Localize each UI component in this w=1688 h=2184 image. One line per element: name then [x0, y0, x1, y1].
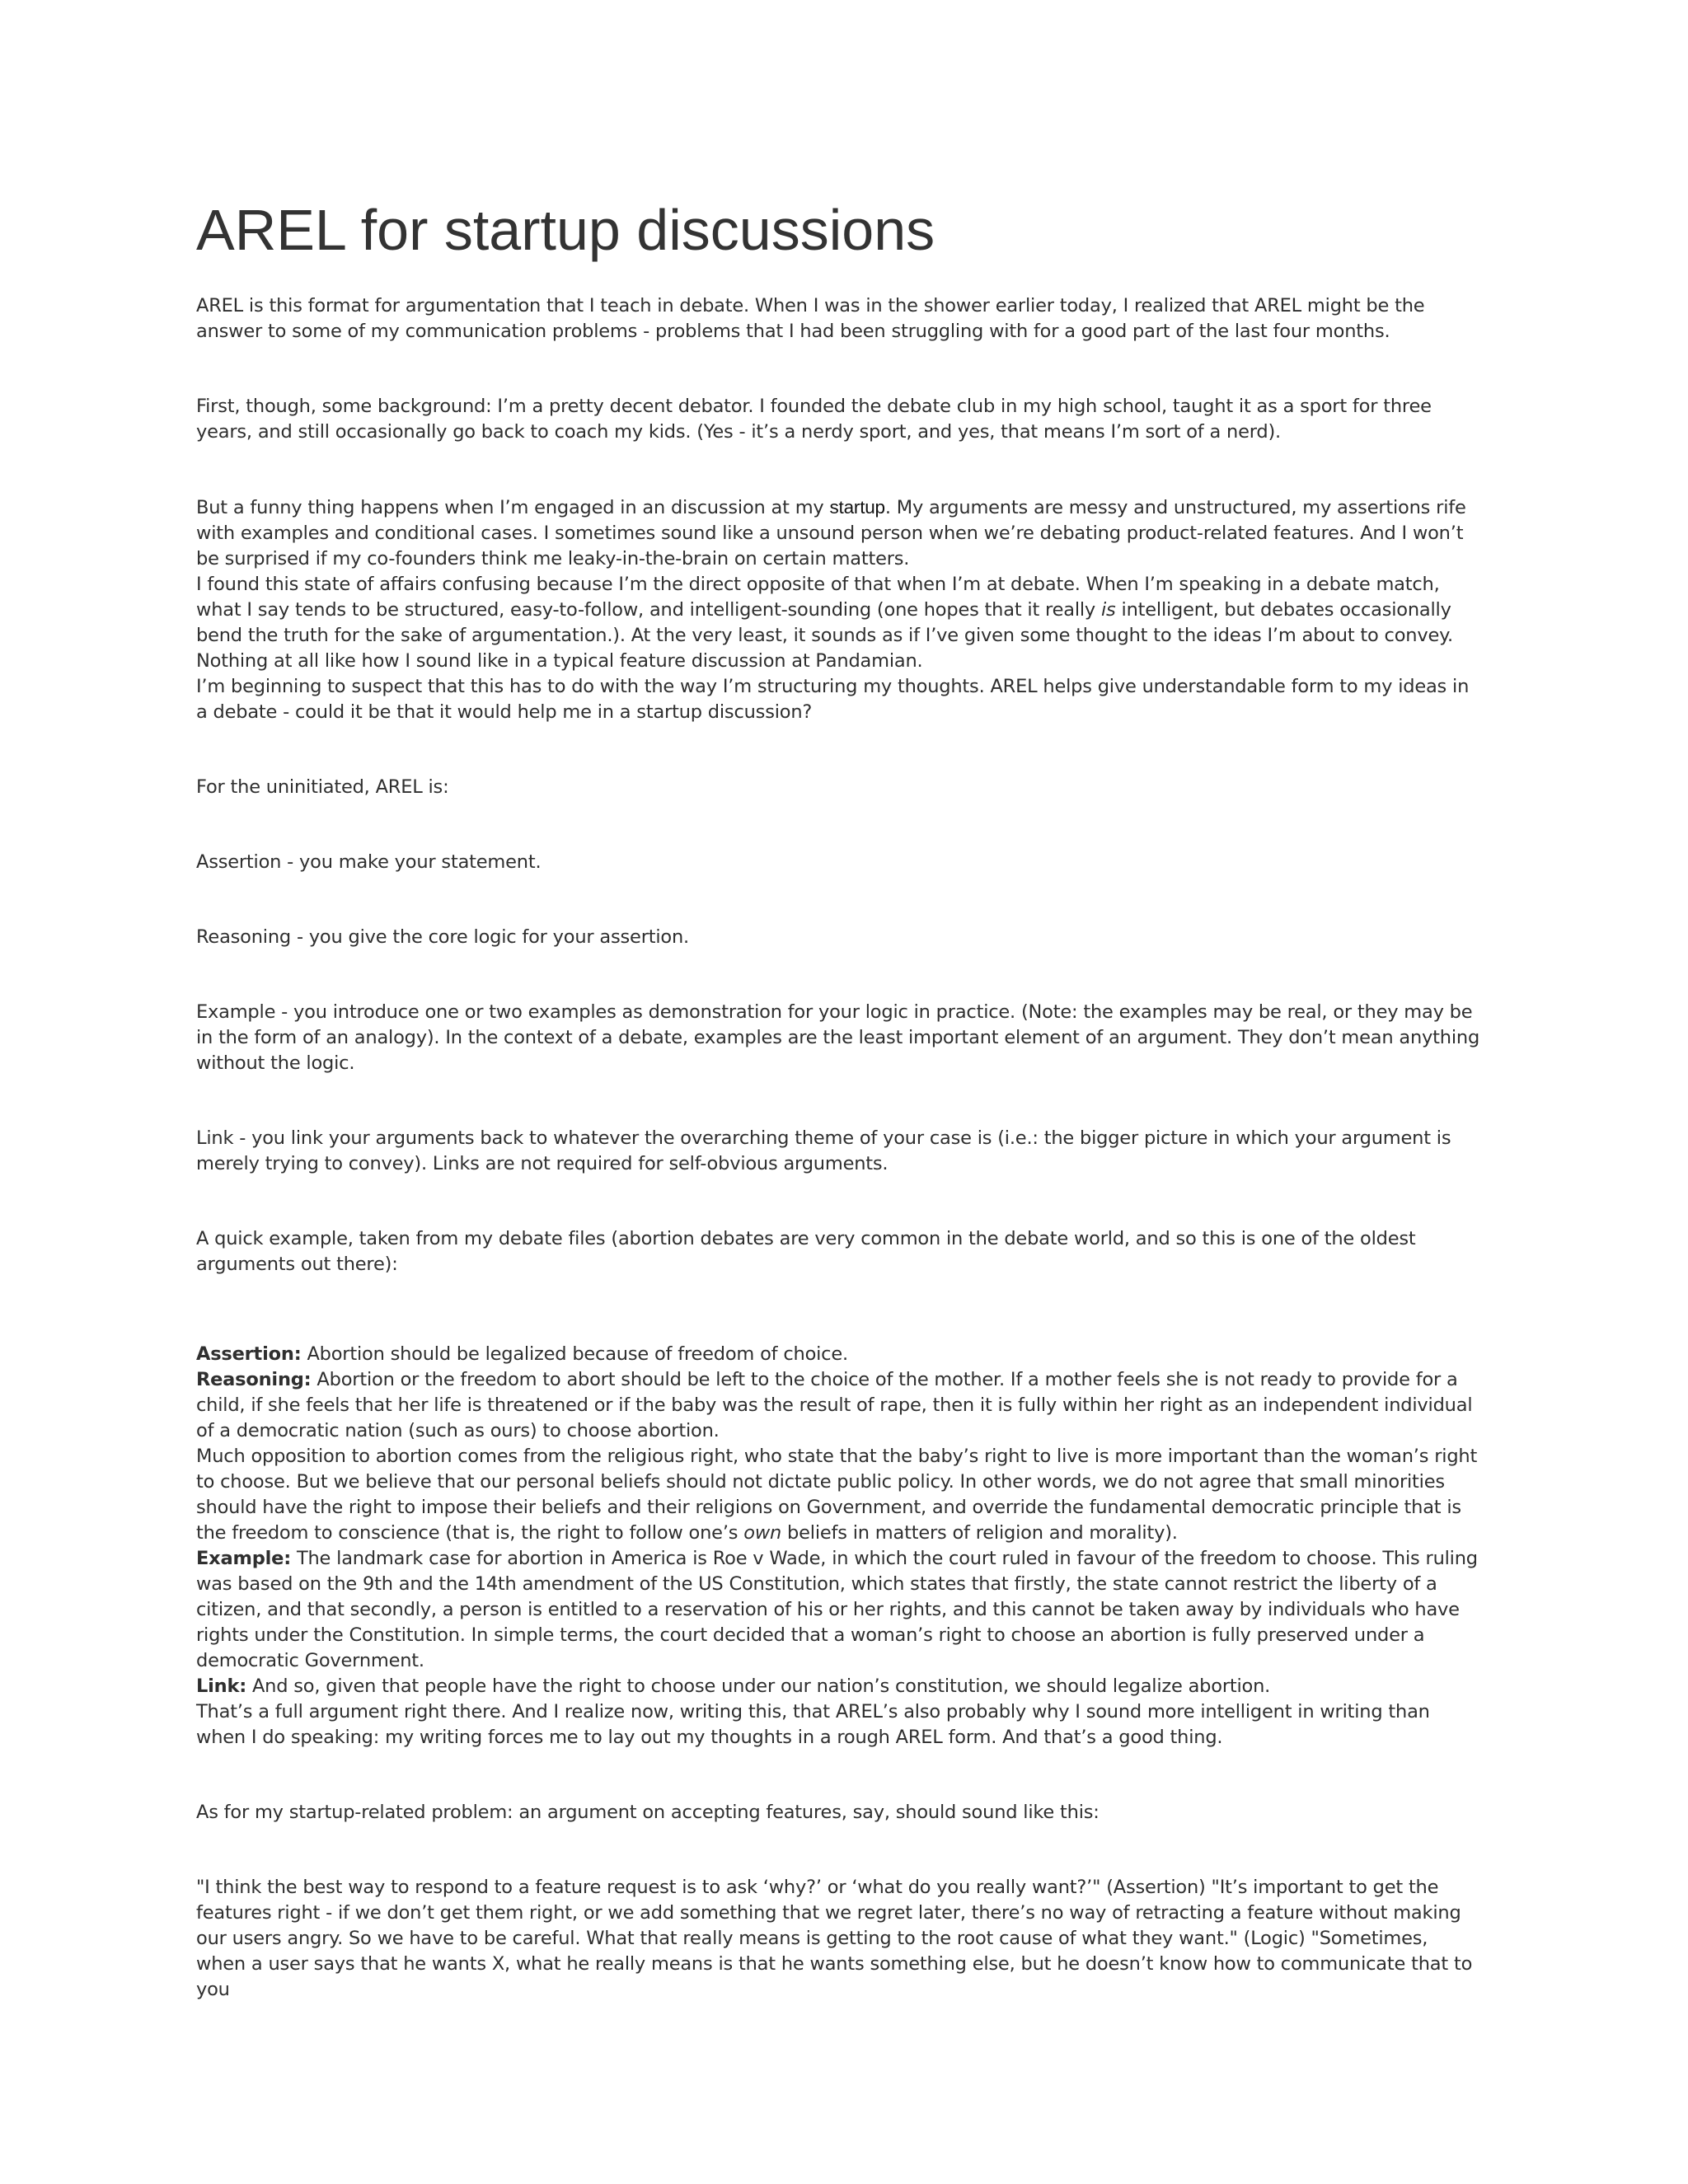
startup-quote-paragraph: "I think the best way to respond to a feature request is to ask ‘why?’ or ‘what do you really want?’" (Assertion) "It’s important to get the features right - if we don’t get them right, or we add something that we regret later, there’s no way of retracting a feature without making our users angry. So we have to be careful. What that really means is getting to the root cause of what they want." (Logic) "Sometimes, when a user says that he wants X, what he really means is that he wants something else, but he doesn’t know how to communicate that to you — [196, 1877, 1473, 2000]
text-run: beliefs in matters of religion and morality). — [781, 1522, 1178, 1544]
uninitiated-paragraph: For the uninitiated, AREL is: — [196, 776, 449, 798]
page-title: AREL for startup discussions — [196, 198, 935, 262]
sample-closing: That’s a full argument right there. And I realize now, writing this, that AREL’s also probably why I sound more intelligent in writing than when I do speaking: my writing forces me to lay out my thoughts in a rough AREL form. And that’s a good thing. — [196, 1701, 1430, 1748]
sample-assertion — [196, 1342, 1482, 1367]
link-text: And so, given that people have the right to choose under our nation’s constitution, we should legalize abortion. — [246, 1675, 1271, 1697]
emphasis-own: own — [743, 1522, 782, 1544]
startup-word: startup — [829, 497, 885, 518]
sample-example — [196, 1546, 1482, 1674]
reasoning-text: Abortion or the freedom to abort should be left to the choice of the mother. If a mother feels she is not ready to provide for a child, if she feels that her life is threatened or if the baby was the result of rape, then it is fully within her right as an independent individual of a democratic nation (such as ours) to choose abortion. — [196, 1369, 1473, 1441]
startup-problem-paragraph: As for my startup-related problem: an argument on accepting features, say, should sound like this: — [196, 1802, 1100, 1823]
sample-argument — [196, 1342, 1482, 1750]
sample-reasoning — [196, 1367, 1482, 1444]
text-run: intelligent, but debates occasionally bend the truth for the sake of argumentation.). At the very least, it sounds as if I’ve given some thought to the ideas I’m about to convey. Nothing at all like how I sound like in a typical feature discussion at Pandamian. — [196, 599, 1453, 672]
article — [196, 196, 1482, 2052]
text-run: Much opposition to abortion comes from the religious right, who state that the baby’s right to live is more important than the woman’s right to choose. But we believe that our personal beliefs should not dictate public policy. In other words, we do not agree that small minorities should have the right to impose their beliefs and their religions on Government, and override the fundamental democratic principle that is the freedom to conscience (that is, the right to follow one’s — [196, 1446, 1478, 1544]
reasoning-label: Reasoning: — [196, 1369, 312, 1390]
background-paragraph: First, though, some background: I’m a pretty decent debator. I founded the debate club in my high school, taught it as a sport for three years, and still occasionally go back to coach my kids. (Yes - it’s a nerdy sport, and yes, that means I’m sort of a nerd). — [196, 396, 1432, 443]
example-label: Example: — [196, 1548, 291, 1569]
definition-reasoning: Reasoning - you give the core logic for your assertion. — [196, 926, 690, 948]
quick-example-intro: A quick example, taken from my debate files (abortion debates are very common in the debate world, and so this is one of the oldest arguments out there): — [196, 1228, 1416, 1275]
text-run: But a funny thing happens when I’m engaged in an discussion at my — [196, 497, 830, 518]
assertion-label: Assertion: — [196, 1343, 302, 1365]
intro-paragraph: AREL is this format for argumentation that I teach in debate. When I was in the shower earlier today, I realized that AREL might be the answer to some of my communication problems - problems that I had been struggling with for a good part of the last four months. — [196, 295, 1425, 342]
text-run: . My arguments are messy and unstructured, my assertions rife with examples and conditional cases. I sometimes sound like a unsound person when we’re debating product-related features. And I won’t be surprised if my co-founders think me leaky-in-the-brain on certain matters. — [196, 497, 1466, 569]
funny-thing-paragraph-2 — [196, 572, 1482, 674]
funny-thing-section — [196, 494, 1482, 725]
emphasis-is: is — [1101, 599, 1116, 621]
assertion-text: Abortion should be legalized because of freedom of choice. — [301, 1343, 848, 1365]
example-text: The landmark case for abortion in America is Roe v Wade, in which the court ruled in favour of the freedom to choose. This ruling was based on the 9th and the 14th amendment of the US Constitution, which states that firstly, the state cannot restrict the liberty of a citizen, and that secondly, a person is entitled to a reservation of his or her rights, and this cannot be taken away by individuals who have rights under the Constitution. In simple terms, the court decided that a woman’s right to choose an abortion is fully preserved under a democratic Government. — [196, 1548, 1478, 1671]
text-run: I found this state of affairs confusing because I’m the direct opposite of that when I’m at debate. When I’m speaking in a debate match, what I say tends to be structured, easy-to-follow, and intelligent-sounding (one hopes that it really — [196, 574, 1440, 621]
funny-thing-paragraph-1 — [196, 494, 1482, 572]
funny-thing-paragraph-3: I’m beginning to suspect that this has to do with the way I’m structuring my thoughts. AREL helps give understandable form to my ideas in a debate - could it be that it would help me in a startup discussion? — [196, 676, 1470, 723]
definition-assertion: Assertion - you make your statement. — [196, 851, 542, 873]
definition-example: Example - you introduce one or two examples as demonstration for your logic in practice. (Note: the examples may be real, or they may be in the form of an analogy). In the context of a debate, examples are the least important element of an argument. They don’t mean anything without the logic. — [196, 1001, 1480, 1074]
definition-link: Link - you link your arguments back to whatever the overarching theme of your case is (i.e.: the bigger picture in which your argument is merely trying to convey). Links are not required for self-obvious arguments. — [196, 1127, 1451, 1174]
sample-opposition — [196, 1444, 1482, 1546]
sample-link — [196, 1674, 1482, 1699]
link-label: Link: — [196, 1675, 247, 1697]
